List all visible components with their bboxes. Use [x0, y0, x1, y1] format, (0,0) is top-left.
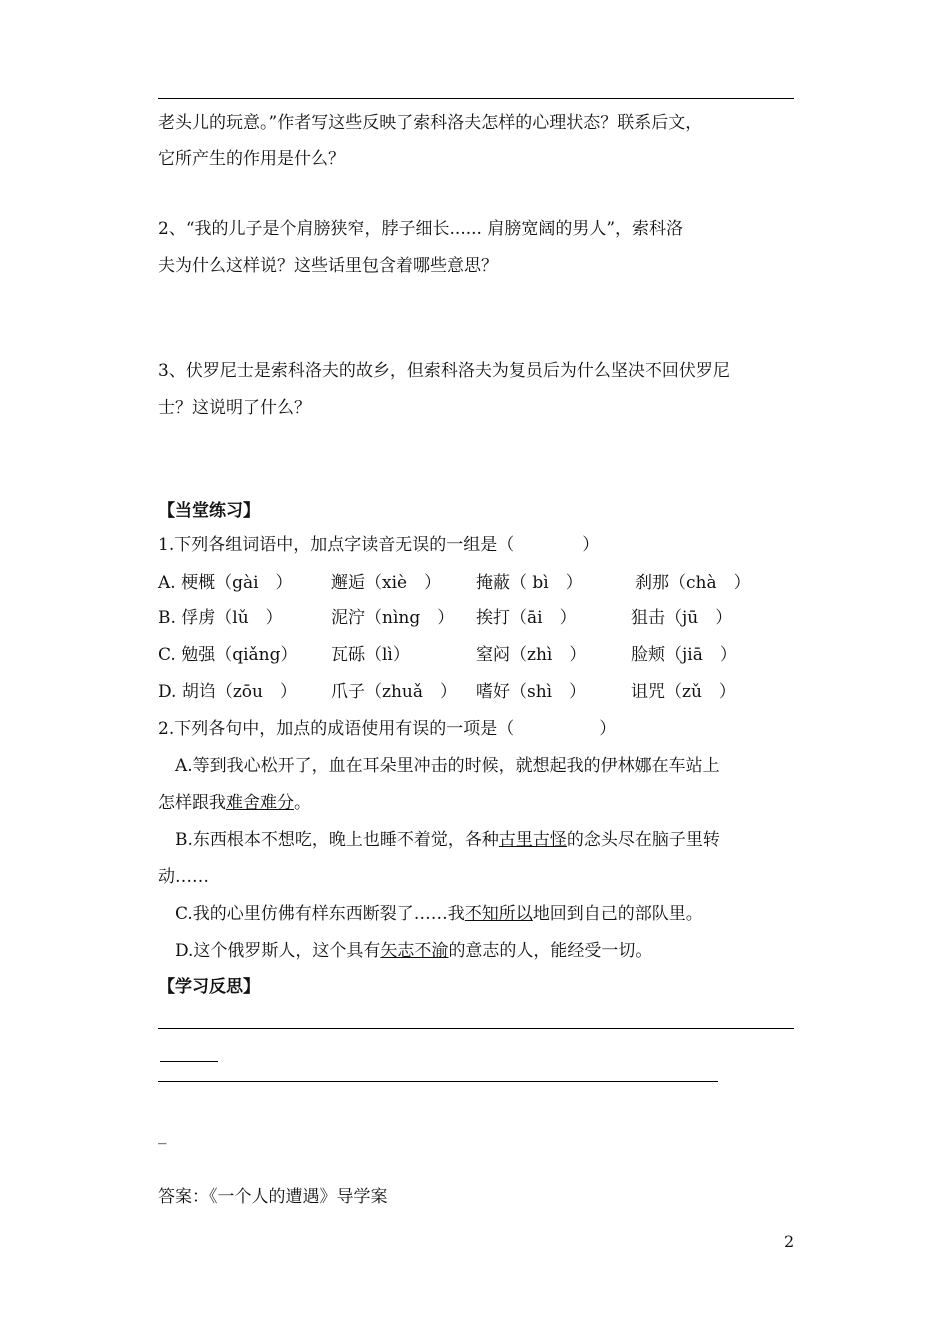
option-d-1: D. 胡诌（zōu ） [158, 682, 297, 702]
q1-tail-line2: 它所产生的作用是什么？ [158, 149, 345, 169]
option-d-4: 诅咒（zǔ ） [631, 682, 736, 702]
choice-c-rest: 地回到自己的部队里。 [532, 904, 703, 924]
option-d-3: 嗜好（shì ） [476, 682, 587, 702]
reflection-rule-short [160, 1061, 218, 1062]
reflection-heading: 【学习反思】 [158, 977, 260, 997]
choice-b-rest: 的念头尽在脑子里转 [566, 830, 720, 850]
choice-a-text: 怎样跟我 [158, 793, 226, 813]
practice-q1-stem: 1.下列各组词语中，加点字读音无误的一组是（ ） [158, 535, 600, 555]
top-rule [158, 98, 794, 99]
option-a-4: 刹那（chà ） [635, 573, 751, 593]
reflection-rule-2 [158, 1081, 718, 1082]
choice-d-text: D.这个俄罗斯人，这个具有 [175, 941, 381, 961]
practice-heading: 【当堂练习】 [158, 501, 260, 521]
choice-d-idiom: 矢志不渝 [380, 941, 449, 961]
choice-b-text: B.东西根本不想吃，晚上也睡不着觉，各种 [175, 830, 499, 850]
choice-a-line2 [158, 792, 311, 814]
option-b-4: 狙击（jū ） [631, 608, 733, 628]
option-b-1: B. 俘虏（lǔ ） [158, 608, 283, 628]
choice-a-end: 。 [294, 793, 311, 813]
page-number: 2 [784, 1232, 795, 1251]
choice-c-idiom: 不知所以 [464, 904, 533, 924]
choice-c-line [175, 903, 703, 925]
option-a-1: A. 梗概（gài ） [158, 573, 293, 593]
option-d-2: 爪子（zhuǎ ） [331, 682, 457, 702]
q2-line1: 2、“我的儿子是个肩膀狭窄，脖子细长...... 肩膀宽阔的男人”，索科洛 [158, 219, 684, 239]
choice-c-text: C.我的心里仿佛有样东西断裂了……我 [175, 904, 465, 924]
option-c-1: C. 勉强（qiǎng） [158, 645, 298, 665]
choice-d-line [175, 940, 652, 962]
option-c-4: 脸颊（jiā ） [631, 645, 737, 665]
choice-d-rest: 的意志的人，能经受一切。 [448, 941, 653, 961]
choice-a-idiom: 难舍难分 [226, 793, 294, 813]
choice-b-line1 [175, 829, 720, 851]
q2-line2: 夫为什么这样说？这些话里包含着哪些意思？ [158, 256, 498, 276]
q3-line2: 士？这说明了什么？ [158, 398, 311, 418]
option-c-2: 瓦砾（lì） [331, 645, 410, 665]
choice-b-idiom: 古里古怪 [498, 830, 567, 850]
option-a-3: 掩蔽（ bì ） [476, 573, 583, 593]
reflection-rule-1 [158, 1028, 794, 1029]
choice-a-line1: A.等到我心松开了，血在耳朵里冲击的时候，就想起我的伊林娜在车站上 [175, 756, 720, 776]
q1-tail-line1: 老头儿的玩意。”作者写这些反映了索科洛夫怎样的心理状态？联系后文， [158, 113, 703, 133]
choice-b-line2: 动…… [158, 867, 209, 887]
q3-line1: 3、伏罗尼士是索科洛夫的故乡，但索科洛夫为复员后为什么坚决不回伏罗尼 [158, 361, 730, 381]
option-b-2: 泥泞（nìng ） [331, 608, 455, 628]
option-b-3: 挨打（āi ） [476, 608, 577, 628]
reflection-dash: _ [158, 1125, 167, 1145]
option-c-3: 窒闷（zhì ） [476, 645, 587, 665]
option-a-2: 邂逅（xiè ） [331, 573, 442, 593]
practice-q2-stem: 2.下列各句中，加点的成语使用有误的一项是（ ） [158, 719, 617, 739]
answer-title: 答案：《一个人的遭遇》导学案 [158, 1187, 388, 1207]
